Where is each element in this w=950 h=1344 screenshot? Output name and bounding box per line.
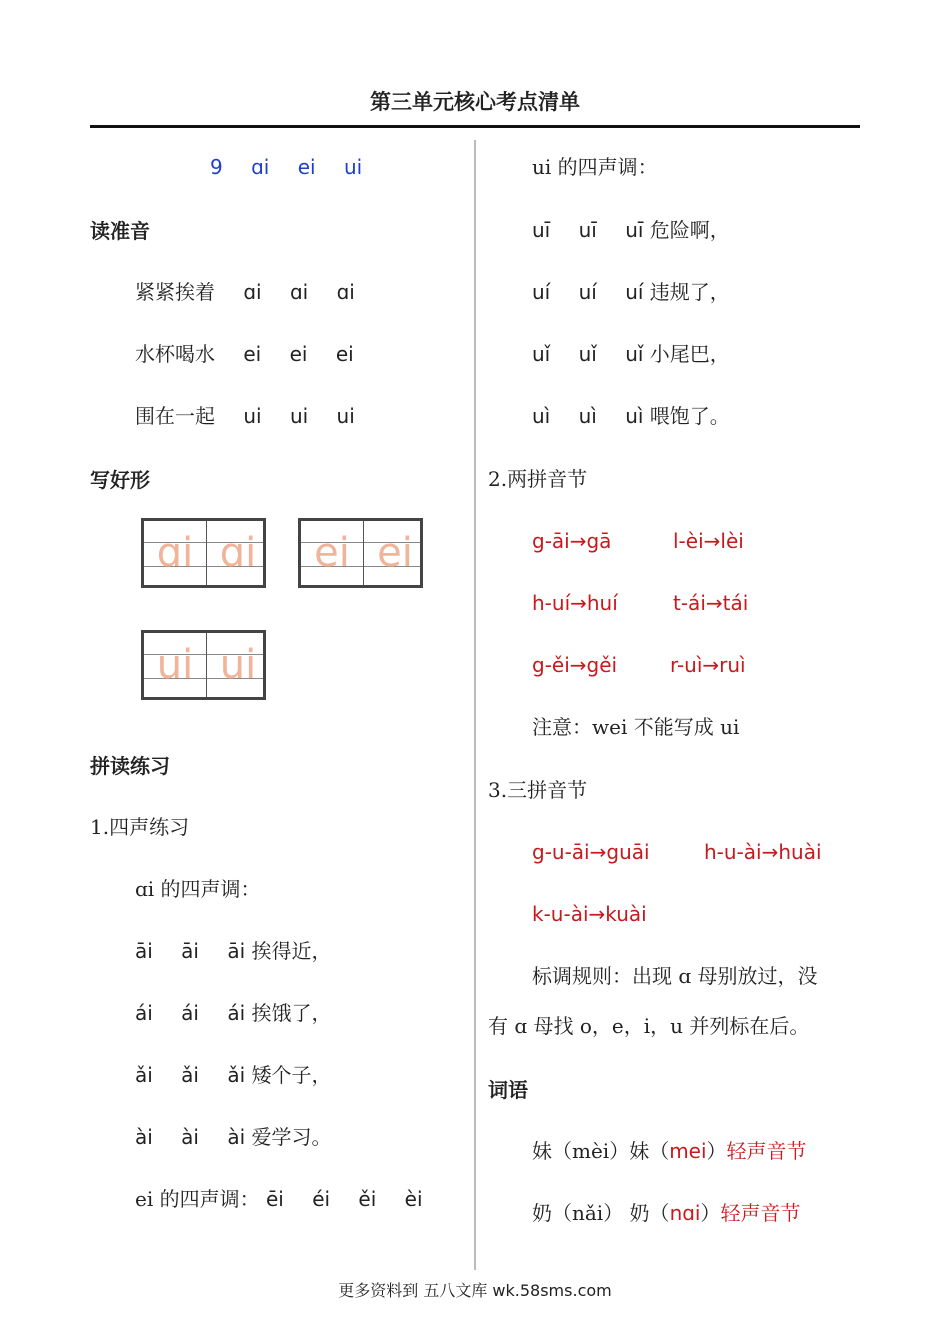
tone-row <box>532 339 730 369</box>
read-row <box>135 277 355 307</box>
word-row <box>532 1198 801 1228</box>
two-part-syllable: h-uí→huí <box>532 591 618 615</box>
three-part-syllable: g-u-āi→guāi <box>532 840 650 864</box>
tone-text: 爱学习。 <box>251 1125 332 1149</box>
tone-row <box>532 401 730 431</box>
grid-letters: ei <box>314 530 350 576</box>
grid-letters: ui <box>219 642 257 688</box>
tone-syllable: uī <box>578 218 597 242</box>
read-row <box>135 339 354 369</box>
tone-syllable: ài <box>227 1125 246 1149</box>
section-read: 读准音 <box>90 219 150 243</box>
section-practice: 拼读练习 <box>90 754 170 778</box>
two-part-syllable: l-èi→lèi <box>673 529 744 553</box>
tone-syllable: ài <box>135 1125 153 1149</box>
column-divider <box>474 140 476 1270</box>
tone-row <box>532 277 730 307</box>
read-syllable: ɑi <box>289 280 309 304</box>
tone-rule-line-2: 有 ɑ 母找 o，e，i，u 并列标在后。 <box>488 1014 810 1038</box>
lesson-heading <box>210 152 362 182</box>
tone-syllable: uì <box>625 404 644 428</box>
word-note: 轻声音节 <box>720 1201 801 1225</box>
word-paren: ） <box>700 1201 721 1225</box>
tone-syllable: uǐ <box>625 342 644 366</box>
word-pinyin: nɑi <box>669 1201 701 1225</box>
read-syllable: ei <box>243 342 262 366</box>
two-part-syllable: t-ái→tái <box>673 591 749 615</box>
tone-syllable: ài <box>181 1125 199 1149</box>
word-text: 奶（nǎi） 奶（ <box>532 1201 670 1225</box>
read-phrase: 围在一起 <box>135 404 215 428</box>
tone-text: 违规了， <box>649 280 730 304</box>
tone-text: 挨饿了， <box>251 1001 332 1025</box>
two-part-syllable: g-ěi→gěi <box>532 653 618 677</box>
tone-syllable: éi <box>312 1187 331 1211</box>
tone-syllable: uí <box>625 280 644 304</box>
word-pinyin: mei <box>669 1139 707 1163</box>
tone-syllable: uì <box>532 404 551 428</box>
tone-syllable: āi <box>227 939 246 963</box>
ui-tones-heading: ui 的四声调： <box>532 155 658 179</box>
tone-syllable: uǐ <box>578 342 597 366</box>
writing-grid-ui <box>141 630 266 700</box>
writing-grid-ai <box>141 518 266 588</box>
three-part-syllable: k-u-ài→kuài <box>532 902 647 926</box>
tone-rule-line-1: 标调规则：出现 ɑ 母别放过，没 <box>532 964 818 988</box>
tone-syllable: ái <box>181 1001 199 1025</box>
section-write: 写好形 <box>90 468 150 492</box>
title-divider <box>90 125 860 128</box>
ei-tones-heading: ei 的四声调： <box>135 1187 260 1211</box>
two-part-syllable: g-āi→gā <box>532 529 612 553</box>
tone-syllable: uí <box>578 280 597 304</box>
tone-syllable: uì <box>578 404 597 428</box>
read-syllable: ui <box>289 404 309 428</box>
sub-heading-four-tones: 1.四声练习 <box>90 815 190 839</box>
read-syllable: ei <box>335 342 354 366</box>
tone-syllable: ái <box>227 1001 246 1025</box>
tone-syllable: ǎi <box>227 1063 246 1087</box>
footer-link[interactable]: 更多资料到 五八文库 wk.58sms.com <box>338 1281 612 1300</box>
tone-syllable: āi <box>135 939 153 963</box>
word-note: 轻声音节 <box>726 1139 807 1163</box>
lesson-final-ei: ei <box>297 155 316 179</box>
read-syllable: ɑi <box>336 280 355 304</box>
sub-heading-two-part: 2.两拼音节 <box>488 467 588 491</box>
ei-tones-row <box>135 1184 423 1214</box>
grid-letters: ɑi <box>156 530 194 576</box>
tone-syllable: uǐ <box>532 342 551 366</box>
grid-letters: ei <box>377 530 413 576</box>
page-title: 第三单元核心考点清单 <box>370 90 580 114</box>
grid-letters: ɑi <box>219 530 257 576</box>
tone-row <box>135 1122 332 1152</box>
word-row <box>532 1136 807 1166</box>
tone-syllable: uī <box>532 218 551 242</box>
read-row <box>135 401 355 431</box>
tone-syllable: èi <box>404 1187 423 1211</box>
tone-text: 挨得近， <box>251 939 332 963</box>
tone-row <box>135 1060 332 1090</box>
writing-grid-ei <box>298 518 423 588</box>
tone-syllable: ǎi <box>181 1063 199 1087</box>
word-text: 妹（mèi）妹（ <box>532 1139 670 1163</box>
tone-row <box>532 215 730 245</box>
ai-tones-heading: ɑi 的四声调： <box>135 877 261 901</box>
tone-syllable: uí <box>532 280 551 304</box>
read-syllable: ɑi <box>243 280 262 304</box>
read-syllable: ui <box>336 404 355 428</box>
sub-heading-three-part: 3.三拼音节 <box>488 778 588 802</box>
read-phrase: 水杯喝水 <box>135 342 215 366</box>
read-syllable: ui <box>243 404 262 428</box>
tone-text: 矮个子， <box>251 1063 332 1087</box>
read-phrase: 紧紧挨着 <box>135 280 215 304</box>
tone-syllable: ēi <box>265 1187 284 1211</box>
lesson-number: 9 <box>210 155 223 179</box>
lesson-final-ui: ui <box>343 155 363 179</box>
tone-syllable: ǎi <box>135 1063 153 1087</box>
two-part-syllable: r-uì→ruì <box>670 653 746 677</box>
note: 注意：wei 不能写成 ui <box>532 715 740 739</box>
tone-syllable: āi <box>181 939 199 963</box>
grid-letters: ui <box>156 642 194 688</box>
lesson-final-ai: ɑi <box>251 155 270 179</box>
tone-text: 小尾巴， <box>649 342 730 366</box>
tone-text: 喂饱了。 <box>649 404 730 428</box>
tone-row <box>135 998 332 1028</box>
tone-syllable: ěi <box>358 1187 377 1211</box>
tone-syllable: uī <box>625 218 644 242</box>
tone-row <box>135 936 332 966</box>
tone-text: 危险啊， <box>649 218 730 242</box>
word-paren: ） <box>706 1139 727 1163</box>
tone-syllable: ái <box>135 1001 153 1025</box>
section-words: 词语 <box>488 1078 528 1102</box>
three-part-syllable: h-u-ài→huài <box>704 840 822 864</box>
read-syllable: ei <box>289 342 308 366</box>
